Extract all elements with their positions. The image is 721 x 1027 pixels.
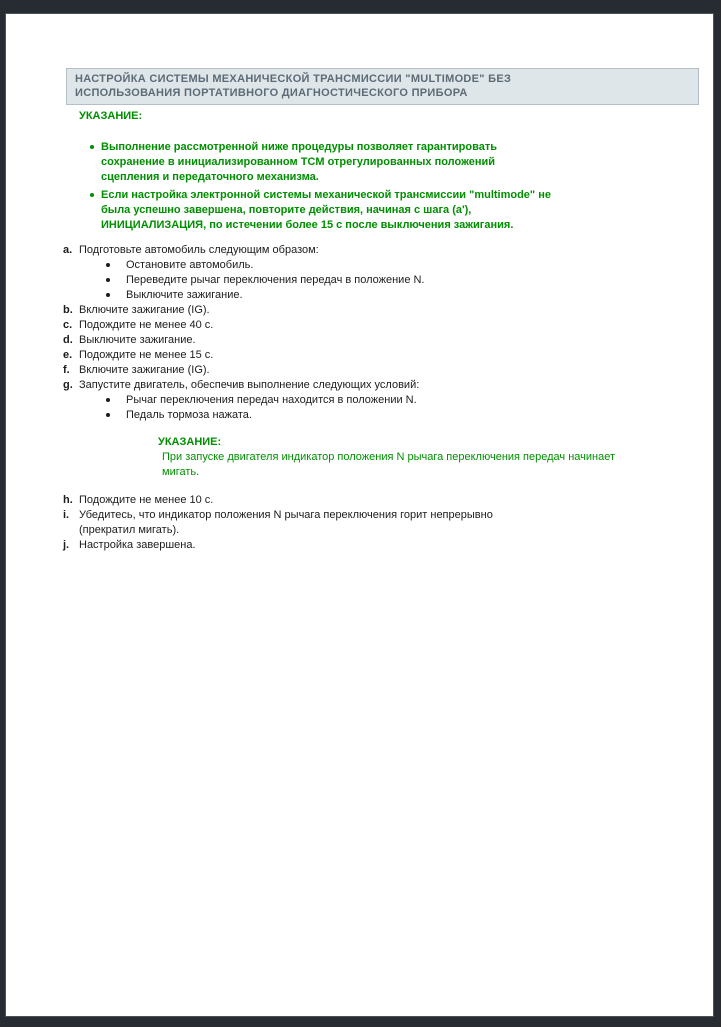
bullet-icon: [106, 293, 110, 297]
step-letter: j.: [63, 539, 70, 551]
step-text: Подготовьте автомобиль следующим образом:: [79, 244, 319, 256]
note-bullet: [89, 140, 713, 185]
sub-step-text: Педаль тормоза нажата.: [126, 409, 252, 421]
note-line: ИНИЦИАЛИЗАЦИЯ, по истечении более 15 с после выключения зажигания.: [101, 219, 514, 231]
note-label: УКАЗАНИЕ:: [158, 436, 222, 448]
note-label: УКАЗАНИЕ:: [79, 110, 143, 122]
step-text: Подождите не менее 40 с.: [79, 319, 214, 331]
step-text: (прекратил мигать).: [79, 524, 180, 536]
step-letter: b.: [63, 304, 73, 316]
sub-step: [79, 408, 713, 423]
note-line: При запуске двигателя индикатор положения N рычага переключения передач начинает: [162, 451, 616, 463]
document-page: [5, 13, 714, 1017]
step-letter: f.: [63, 364, 70, 376]
note-bullet-list: [89, 140, 713, 233]
step-i: [63, 508, 713, 538]
bullet-icon: [106, 413, 110, 417]
note-line: сохранение в инициализированном TCM отрегулированных положений: [101, 156, 496, 168]
step-j: [63, 538, 713, 553]
note-line: сцепления и передаточного механизма.: [101, 171, 319, 183]
note-bullet-text: [101, 188, 713, 233]
note-line: Если настройка электронной системы механической трансмиссии "multimode" не: [101, 189, 551, 201]
note-bullet: [89, 188, 713, 233]
section-title-line: ИСПОЛЬЗОВАНИЯ ПОРТАТИВНОГО ДИАГНОСТИЧЕСКОГО ПРИБОРА: [75, 87, 468, 99]
sub-step-text: Выключите зажигание.: [126, 289, 243, 301]
sub-step: [79, 393, 713, 408]
step-letter: e.: [63, 349, 73, 361]
step-h: [63, 493, 713, 508]
bullet-icon: [90, 193, 94, 197]
step-text: Убедитесь, что индикатор положения N рычага переключения горит непрерывно: [79, 509, 493, 521]
sub-step-text: Остановите автомобиль.: [126, 259, 254, 271]
step-e: [63, 348, 713, 363]
step-letter: d.: [63, 334, 73, 346]
note-line: мигать.: [162, 466, 200, 478]
bullet-icon: [106, 398, 110, 402]
note-line: была успешно завершена, повторите действия, начиная с шага (a'),: [101, 204, 472, 216]
step-text: Настройка завершена.: [79, 539, 196, 551]
section-title: [66, 68, 699, 105]
inline-note: [158, 435, 713, 480]
step-b: [63, 303, 713, 318]
step-letter: h.: [63, 494, 73, 506]
step-letter: c.: [63, 319, 73, 331]
step-text: Подождите не менее 10 с.: [79, 494, 214, 506]
step-text: Подождите не менее 15 с.: [79, 349, 214, 361]
step-c: [63, 318, 713, 333]
sub-step: [79, 288, 713, 303]
bullet-icon: [106, 263, 110, 267]
note-bullet-text: [101, 140, 713, 185]
step-g: [63, 378, 713, 423]
step-sub-list: [79, 393, 713, 423]
step-letter: g.: [63, 379, 73, 391]
step-letter: a.: [63, 244, 73, 256]
step-text: Включите зажигание (IG).: [79, 304, 210, 316]
step-text: Включите зажигание (IG).: [79, 364, 210, 376]
sub-step-text: Переведите рычаг переключения передач в положение N.: [126, 274, 425, 286]
sub-step-text: Рычаг переключения передач находится в положении N.: [126, 394, 417, 406]
note-line: Выполнение рассмотренной ниже процедуры позволяет гарантировать: [101, 141, 497, 153]
sub-step: [79, 258, 713, 273]
step-text: Запустите двигатель, обеспечив выполнение следующих условий:: [79, 379, 420, 391]
section-title-line: НАСТРОЙКА СИСТЕМЫ МЕХАНИЧЕСКОЙ ТРАНСМИССИИ "MULTIMODE" БЕЗ: [75, 73, 512, 85]
step-sub-list: [79, 258, 713, 303]
procedure-steps: [63, 243, 713, 553]
step-letter: i.: [63, 509, 70, 521]
sub-step: [79, 273, 713, 288]
bullet-icon: [90, 145, 94, 149]
step-a: [63, 243, 713, 303]
step-d: [63, 333, 713, 348]
step-f: [63, 363, 713, 378]
step-text: Выключите зажигание.: [79, 334, 196, 346]
bullet-icon: [106, 278, 110, 282]
